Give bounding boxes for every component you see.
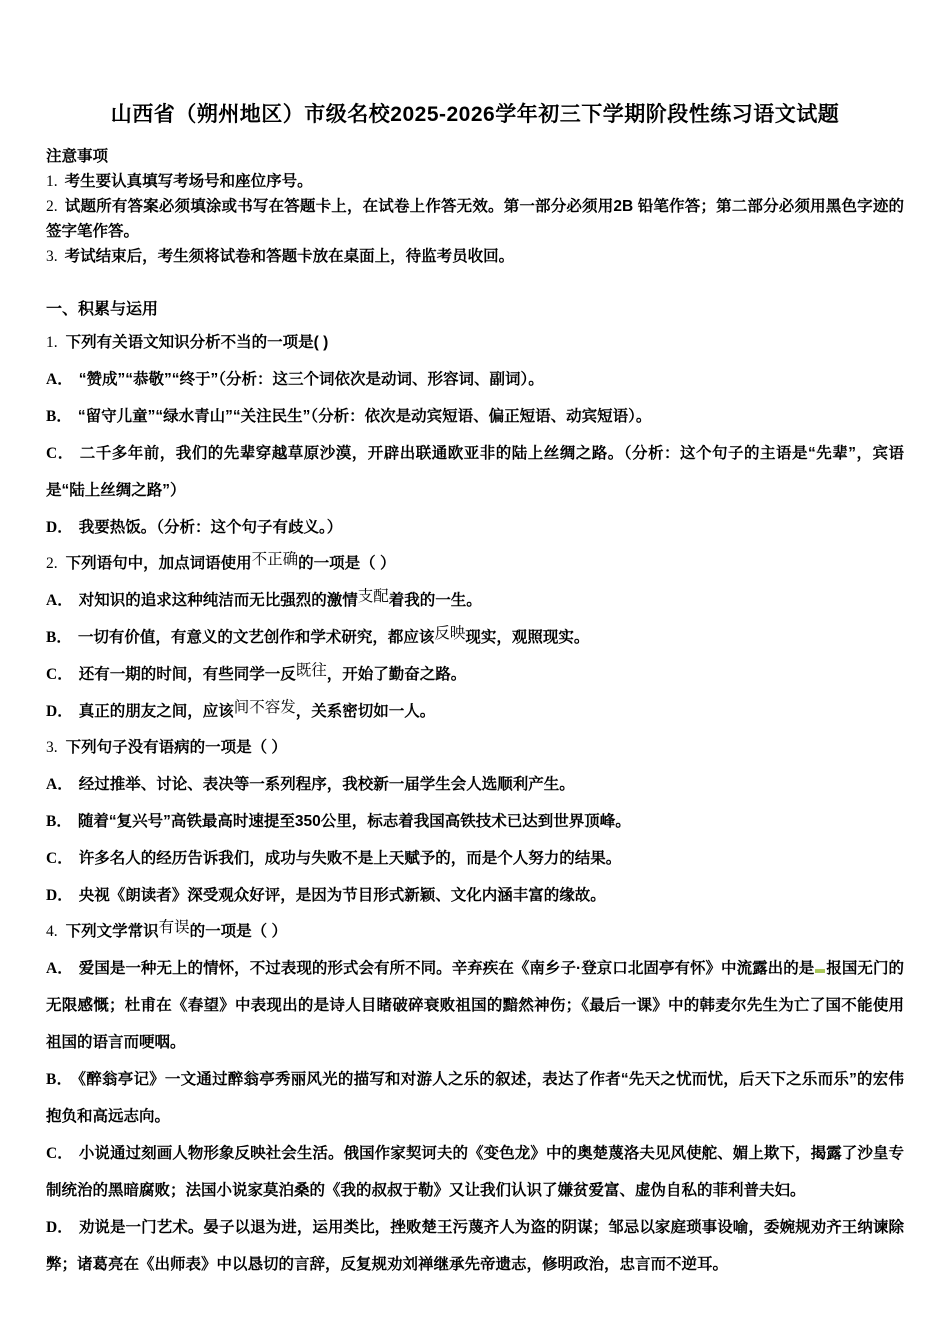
text-segment: 许多名人的经历告诉我们，成功与失败不是上天赋予的，而是个人努力的结果。 [78, 850, 622, 867]
text-segment: 《醉翁亭记》一文通过醉翁亭秀丽风光的描写和对游人之乐的叙述，表达了作者“先天之忧而忧，后天下之乐而乐”的宏伟抱负和高远志向。 [46, 1071, 904, 1125]
option-label: D． [46, 887, 73, 904]
text-segment: 的一项是（ ） [298, 555, 396, 572]
text-segment: 报国无门的无限感慨；杜甫在《春望》中表现出的是诗人目睹破碎衰败祖国的黯然神伤；《最后一课》中的韩麦尔先生为亡了国不能使用祖国的语言而哽咽。 [46, 960, 904, 1051]
option-label: A． [46, 960, 73, 977]
notice-list [46, 169, 904, 269]
option-line [46, 619, 904, 656]
text-segment: 下列句子没有语病的一项是（ ） [65, 739, 287, 756]
notice-item-text: 试题所有答案必须填涂或书写在答题卡上，在试卷上作答无效。第一部分必须用2B 铅笔作答；第二部分必须用黑色字迹的签字笔作答。 [46, 198, 904, 240]
text-segment: 小说通过刻画人物形象反映社会生活。俄国作家契诃夫的《变色龙》中的奥楚蔑洛夫见风使舵、媚上欺下，揭露了沙皇专制统治的黑暗腐败；法国小说家莫泊桑的《我的叔叔于勒》又让我们认识了嫌贫爱富、虚伪自私的菲利普夫妇。 [46, 1145, 904, 1199]
option-label: A． [46, 776, 73, 793]
notice-heading: 注意事项 [46, 148, 109, 165]
notice-item-text: 考生要认真填写考场号和座位序号。 [64, 173, 313, 190]
question-list [46, 325, 904, 1283]
option-label: B． [46, 813, 72, 830]
emphasized-word: 间不容发 [233, 699, 296, 716]
text-segment: ，开始了勤奋之路。 [326, 666, 467, 683]
question [46, 914, 904, 1283]
question [46, 546, 904, 730]
text-segment: 现实，观照现实。 [465, 629, 590, 646]
text-segment: “留守儿童”“绿水青山”“关注民生”（分析：依次是动宾短语、偏正短语、动宾短语）。 [77, 408, 652, 425]
question-number: 4. [46, 923, 58, 940]
question-number: 2. [46, 555, 58, 572]
notice-item [46, 194, 904, 244]
notice-item-number: 3. [46, 248, 58, 265]
option-line [46, 877, 904, 914]
text-segment: 对知识的追求这种纯洁而无比强烈的激情 [78, 592, 358, 609]
text-segment: 央视《朗读者》深受观众好评，是因为节目形式新颖、文化内涵丰富的缘故。 [78, 887, 606, 904]
notice-item [46, 169, 904, 194]
text-segment: 随着“复兴号”高铁最高时速提至350公里，标志着我国高铁技术已达到世界顶峰。 [77, 813, 631, 830]
option-label: B． [46, 1071, 73, 1088]
text-segment: 还有一期的时间，有些同学一反 [78, 666, 296, 683]
text-segment: 下列文学常识 [65, 923, 159, 940]
option-label: B． [46, 408, 72, 425]
text-segment: 我要热饭。（分析：这个句子有歧义。） [78, 519, 343, 536]
notice-item-number: 2. [46, 198, 58, 215]
option-line [46, 1061, 904, 1135]
emphasized-word: 反映 [434, 625, 466, 642]
option-label: A． [46, 371, 73, 388]
question-stem [46, 546, 904, 582]
option-line [46, 582, 904, 619]
highlight-mark [815, 969, 825, 973]
option-line [46, 840, 904, 877]
text-segment: “赞成”“恭敬”“终于”（分析：这三个词依次是动词、形容词、副词）。 [78, 371, 544, 388]
option-line [46, 693, 904, 730]
text-segment: 下列有关语文知识分析不当的一项是( ) [65, 334, 329, 351]
option-label: C． [46, 445, 74, 462]
option-label: B． [46, 629, 72, 646]
option-line [46, 1209, 904, 1283]
question-stem [46, 325, 904, 361]
option-line [46, 803, 904, 840]
question-number: 3. [46, 739, 58, 756]
text-segment: 二千多年前，我们的先辈穿越草原沙漠，开辟出联通欧亚非的陆上丝绸之路。（分析：这个句子的主语是“先辈”，宾语是“陆上丝绸之路”） [46, 445, 904, 499]
option-line [46, 509, 904, 546]
question-number: 1. [46, 334, 58, 351]
question-stem [46, 914, 904, 950]
option-line [46, 1135, 904, 1209]
notice-section [46, 144, 904, 269]
section-heading: 一、积累与运用 [46, 301, 159, 318]
text-segment: ，关系密切如一人。 [295, 703, 436, 720]
text-segment: 劝说是一门艺术。晏子以退为进，运用类比，挫败楚王污蔑齐人为盗的阴谋；邹忌以家庭琐事设喻，委婉规劝齐王纳谏除弊；诸葛亮在《出师表》中以恳切的言辞，反复规劝刘禅继承先帝遗志，修明政治，忠言而不逆耳。 [46, 1219, 904, 1273]
text-segment: 真正的朋友之间，应该 [78, 703, 234, 720]
option-line [46, 435, 904, 509]
text-segment: 的一项是（ ） [189, 923, 287, 940]
option-label: D． [46, 519, 73, 536]
option-line [46, 398, 904, 435]
question [46, 325, 904, 546]
emphasized-word: 支配 [357, 588, 389, 605]
text-segment: 经过推举、讨论、表决等一系列程序，我校新一届学生会人选顺利产生。 [78, 776, 575, 793]
option-label: D． [46, 703, 73, 720]
text-segment: 一切有价值，有意义的文艺创作和学术研究，都应该 [77, 629, 435, 646]
question [46, 730, 904, 914]
option-label: C． [46, 1145, 73, 1162]
option-label: C． [46, 666, 73, 683]
notice-item [46, 244, 904, 269]
notice-item-text: 考试结束后，考生须将试卷和答题卡放在桌面上，待监考员收回。 [64, 248, 515, 265]
emphasized-word: 既往 [295, 662, 327, 679]
emphasized-word: 不正确 [251, 551, 299, 568]
option-line [46, 656, 904, 693]
text-segment: 爱国是一种无上的情怀，不过表现的形式会有所不同。辛弃疾在《南乡子·登京口北固亭有怀》中流露出的是 [78, 960, 815, 977]
option-label: C． [46, 850, 73, 867]
option-line [46, 766, 904, 803]
question-stem [46, 730, 904, 766]
option-line [46, 361, 904, 398]
text-segment: 下列语句中，加点词语使用 [65, 555, 252, 572]
notice-item-number: 1. [46, 173, 58, 190]
emphasized-word: 有误 [158, 919, 190, 936]
option-line [46, 950, 904, 1061]
text-segment: 着我的一生。 [388, 592, 482, 609]
option-label: A． [46, 592, 73, 609]
document-title: 山西省（朔州地区）市级名校2025-2026学年初三下学期阶段性练习语文试题 [110, 103, 840, 126]
option-label: D． [46, 1219, 73, 1236]
